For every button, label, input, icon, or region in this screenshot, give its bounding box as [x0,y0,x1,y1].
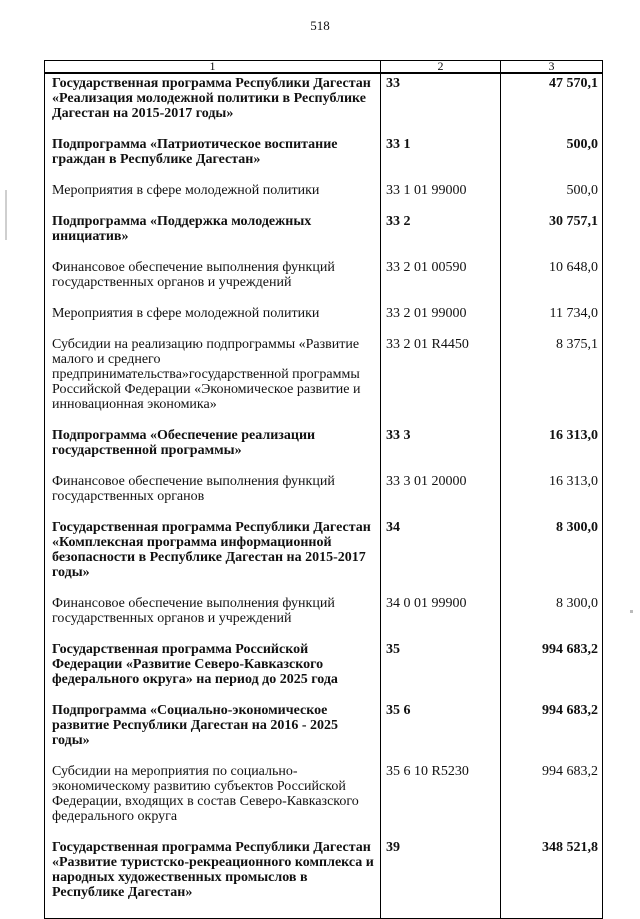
column-header-3: 3 [501,61,603,74]
table-row [45,840,603,919]
row-code: 33 1 01 99000 [381,183,501,214]
row-name: Подпрограмма «Социально-экономическое развитие Республики Дагестан на 2016 - 2025 годы» [45,703,381,764]
row-code: 33 3 [381,428,501,474]
row-name: Государственная программа Республики Дагестан «Развитие туристско-рекреационного комплекса и народных художественных промыслов в Республике Дагестан» [45,840,381,919]
table-row [45,183,603,214]
row-code: 33 [381,73,501,137]
row-name: Финансовое обеспечение выполнения функций государственных органов и учреждений [45,260,381,306]
row-amount: 500,0 [501,183,603,214]
table-row [45,428,603,474]
row-name: Государственная программа Республики Дагестан «Комплексная программа информационной безопасности в Республике Дагестан на 2015-2017 годы» [45,520,381,596]
row-amount: 11 734,0 [501,306,603,337]
column-header-2: 2 [381,61,501,74]
table-row [45,214,603,260]
budget-table [44,60,603,919]
header-row [45,61,603,74]
row-name: Финансовое обеспечение выполнения функций государственных органов [45,474,381,520]
row-name: Мероприятия в сфере молодежной политики [45,306,381,337]
row-amount: 8 300,0 [501,596,603,642]
scan-artifact-line [5,190,7,240]
scan-artifact-dot [630,610,633,613]
page-number: 518 [310,18,330,33]
row-amount: 16 313,0 [501,474,603,520]
table-row [45,337,603,428]
table-row [45,596,603,642]
row-name: Субсидии на реализацию подпрограммы «Развитие малого и среднего предпринимательства»государственной программы Российской Федерации «Экономическое развитие и инновационная экономика» [45,337,381,428]
table-row [45,703,603,764]
row-name: Подпрограмма «Обеспечение реализации государственной программы» [45,428,381,474]
row-code: 33 3 01 20000 [381,474,501,520]
row-code: 39 [381,840,501,919]
row-code: 33 2 01 99000 [381,306,501,337]
row-name: Государственная программа Республики Дагестан «Реализация молодежной политики в Республике Дагестан на 2015-2017 годы» [45,73,381,137]
row-name: Государственная программа Российской Федерации «Развитие Северо-Кавказского федерального округа» на период до 2025 года [45,642,381,703]
row-code: 33 2 01 00590 [381,260,501,306]
table-row [45,764,603,840]
row-code: 34 0 01 99900 [381,596,501,642]
row-code: 35 [381,642,501,703]
table-body [45,73,603,919]
row-name: Подпрограмма «Патриотическое воспитание граждан в Республике Дагестан» [45,137,381,183]
row-amount: 994 683,2 [501,703,603,764]
row-code: 35 6 10 R5230 [381,764,501,840]
row-amount: 8 375,1 [501,337,603,428]
row-amount: 47 570,1 [501,73,603,137]
column-header-1: 1 [45,61,381,74]
row-amount: 500,0 [501,137,603,183]
row-name: Субсидии на мероприятия по социально-экономическому развитию субъектов Российской Федерации, входящих в состав Северо-Кавказского федерального округа [45,764,381,840]
table-row [45,642,603,703]
row-code: 35 6 [381,703,501,764]
row-name: Финансовое обеспечение выполнения функций государственных органов и учреждений [45,596,381,642]
row-amount: 348 521,8 [501,840,603,919]
table-row [45,474,603,520]
table-row [45,137,603,183]
table-row [45,520,603,596]
row-code: 34 [381,520,501,596]
row-name: Мероприятия в сфере молодежной политики [45,183,381,214]
row-code: 33 1 [381,137,501,183]
row-name: Подпрограмма «Поддержка молодежных инициатив» [45,214,381,260]
row-amount: 30 757,1 [501,214,603,260]
table-row [45,260,603,306]
row-amount: 994 683,2 [501,642,603,703]
row-amount: 8 300,0 [501,520,603,596]
table-row [45,73,603,137]
row-amount: 16 313,0 [501,428,603,474]
table-header [45,61,603,74]
row-code: 33 2 01 R4450 [381,337,501,428]
table-row [45,306,603,337]
row-amount: 10 648,0 [501,260,603,306]
row-code: 33 2 [381,214,501,260]
row-amount: 994 683,2 [501,764,603,840]
